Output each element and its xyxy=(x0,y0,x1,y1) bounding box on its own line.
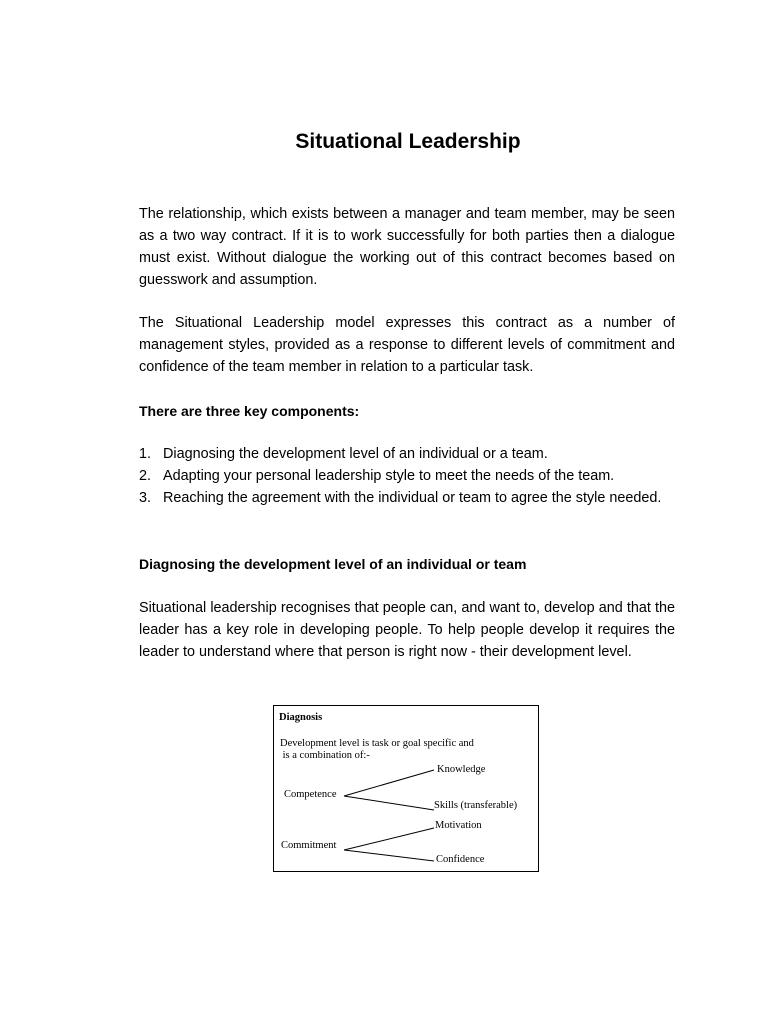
confidence-label: Confidence xyxy=(436,854,485,865)
commitment-label: Commitment xyxy=(281,840,337,851)
list-text: Diagnosing the development level of an individual or a team. xyxy=(163,446,548,462)
list-item xyxy=(139,465,675,487)
skills-label: Skills (transferable) xyxy=(434,800,518,811)
diagram-description-line-2: is a combination of:- xyxy=(280,750,370,761)
competence-knowledge-line xyxy=(344,770,434,796)
competence-label: Competence xyxy=(284,789,337,800)
diagram-heading: Diagnosis xyxy=(279,712,323,723)
components-heading: There are three key components: xyxy=(139,403,360,419)
knowledge-label: Knowledge xyxy=(437,764,486,775)
model-paragraph: The Situational Leadership model expresses this contract as a number of management styles, provided as a response to different levels of commitment and confidence of the team member in relation to a particular task. xyxy=(139,315,675,375)
diagram-description-line-1: Development level is task or goal specific and xyxy=(280,738,474,749)
list-number: 3. xyxy=(139,490,152,506)
diagnosis-diagram xyxy=(273,705,539,872)
page-title: Situational Leadership xyxy=(295,130,521,153)
intro-paragraph: The relationship, which exists between a manager and team member, may be seen as a two way contract. If it is to work successfully for both parties then a dialogue must exist. Without dialogue the working out of this contract becomes based on guesswork and assumption. xyxy=(139,206,675,288)
list-number: 1. xyxy=(139,446,152,462)
list-item xyxy=(139,487,675,509)
commitment-motivation-line xyxy=(344,828,434,850)
list-item xyxy=(139,443,675,465)
list-number: 2. xyxy=(139,468,152,484)
diagnosing-heading: Diagnosing the development level of an individual or team xyxy=(139,556,527,572)
motivation-label: Motivation xyxy=(435,820,482,831)
list-text: Reaching the agreement with the individual or team to agree the style needed. xyxy=(163,490,662,506)
components-list xyxy=(139,443,675,509)
competence-skills-line xyxy=(344,796,434,810)
commitment-confidence-line xyxy=(344,850,434,861)
list-text: Adapting your personal leadership style to meet the needs of the team. xyxy=(163,468,615,484)
development-paragraph: Situational leadership recognises that people can, and want to, develop and that the leader has a key role in developing people. To help people develop it requires the leader to understand where that person is right now - their development level. xyxy=(139,600,675,660)
